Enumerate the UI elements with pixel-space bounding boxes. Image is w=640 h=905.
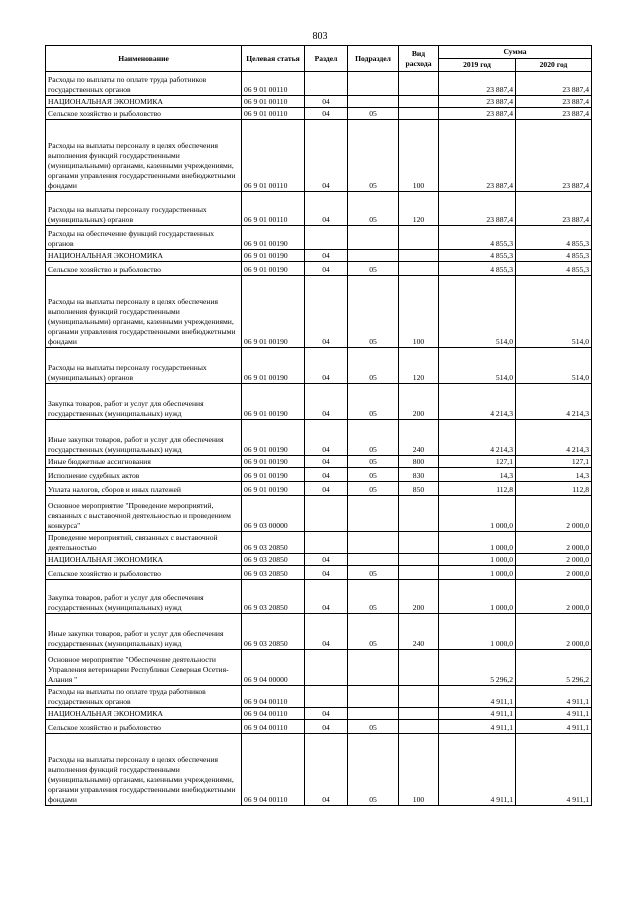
table-row (46, 420, 592, 456)
row-expense-type-cell (399, 686, 439, 708)
row-subsection-cell: 05 (348, 614, 399, 650)
row-section-cell (305, 496, 348, 532)
row-expense-type-cell: 830 (399, 468, 439, 482)
col-header-name: Наименование (46, 46, 242, 72)
row-expense-type-cell (399, 708, 439, 720)
row-target-code-cell: 06 9 03 00000 (242, 496, 305, 532)
row-name-cell: Иные бюджетные ассигнования (46, 456, 242, 468)
table-row (46, 686, 592, 708)
row-section-cell: 04 (305, 192, 348, 226)
row-expense-type-cell (399, 96, 439, 108)
row-sum-2019-cell: 23 887,4 (439, 72, 516, 96)
row-subsection-cell (348, 686, 399, 708)
row-expense-type-cell (399, 72, 439, 96)
row-target-code-cell: 06 9 03 20850 (242, 532, 305, 554)
row-sum-2019-cell: 4 214,3 (439, 384, 516, 420)
row-section-cell (305, 686, 348, 708)
row-subsection-cell (348, 226, 399, 250)
row-expense-type-cell: 800 (399, 456, 439, 468)
table-row (46, 496, 592, 532)
row-target-code-cell: 06 9 03 20850 (242, 580, 305, 614)
row-sum-2019-cell: 1 000,0 (439, 580, 516, 614)
row-sum-2019-cell: 4 911,1 (439, 734, 516, 806)
row-section-cell: 04 (305, 250, 348, 262)
row-target-code-cell: 06 9 01 00190 (242, 482, 305, 496)
row-sum-2020-cell: 2 000,0 (516, 614, 592, 650)
row-sum-2019-cell: 127,1 (439, 456, 516, 468)
row-sum-2020-cell: 4 214,3 (516, 384, 592, 420)
row-name-cell: Расходы на выплаты персоналу в целях обеспечения выполнения функций государственными (муниципальными) органами, казенными учреждениями, органами управления государственными внебюджетными фондами (46, 276, 242, 348)
row-expense-type-cell: 120 (399, 348, 439, 384)
row-target-code-cell: 06 9 01 00190 (242, 262, 305, 276)
budget-table (45, 45, 592, 806)
row-sum-2020-cell: 4 214,3 (516, 420, 592, 456)
row-subsection-cell (348, 650, 399, 686)
row-subsection-cell: 05 (348, 720, 399, 734)
row-subsection-cell: 05 (348, 192, 399, 226)
row-sum-2020-cell: 23 887,4 (516, 108, 592, 120)
row-section-cell (305, 226, 348, 250)
row-expense-type-cell: 240 (399, 614, 439, 650)
row-sum-2019-cell: 23 887,4 (439, 108, 516, 120)
row-sum-2019-cell: 4 855,3 (439, 226, 516, 250)
row-subsection-cell (348, 554, 399, 566)
row-section-cell: 04 (305, 108, 348, 120)
row-subsection-cell: 05 (348, 108, 399, 120)
row-expense-type-cell (399, 226, 439, 250)
col-header-expense-type: Вид расхода (399, 46, 439, 72)
row-sum-2020-cell: 4 911,1 (516, 734, 592, 806)
row-sum-2020-cell: 127,1 (516, 456, 592, 468)
row-name-cell: Сельское хозяйство и рыболовство (46, 566, 242, 580)
table-row (46, 120, 592, 192)
row-sum-2020-cell: 2 000,0 (516, 554, 592, 566)
col-header-subsection: Подраздел (348, 46, 399, 72)
row-subsection-cell (348, 708, 399, 720)
row-target-code-cell: 06 9 01 00110 (242, 72, 305, 96)
row-target-code-cell: 06 9 01 00110 (242, 192, 305, 226)
row-target-code-cell: 06 9 03 20850 (242, 554, 305, 566)
row-expense-type-cell (399, 532, 439, 554)
table-row (46, 482, 592, 496)
row-expense-type-cell: 240 (399, 420, 439, 456)
row-target-code-cell: 06 9 01 00190 (242, 250, 305, 262)
row-expense-type-cell (399, 250, 439, 262)
row-section-cell: 04 (305, 614, 348, 650)
table-row (46, 108, 592, 120)
col-header-target: Целевая статья (242, 46, 305, 72)
table-row (46, 708, 592, 720)
row-name-cell: Расходы на выплаты персоналу государственных (муниципальных) органов (46, 348, 242, 384)
row-name-cell: Расходы на обеспечение функций государственных органов (46, 226, 242, 250)
row-sum-2020-cell: 4 855,3 (516, 262, 592, 276)
row-name-cell: Сельское хозяйство и рыболовство (46, 720, 242, 734)
row-target-code-cell: 06 9 03 20850 (242, 566, 305, 580)
row-target-code-cell: 06 9 01 00110 (242, 96, 305, 108)
row-name-cell: Закупка товаров, работ и услуг для обеспечения государственных (муниципальных) нужд (46, 580, 242, 614)
row-name-cell: Исполнение судебных актов (46, 468, 242, 482)
page-number: 803 (312, 31, 328, 42)
row-section-cell: 04 (305, 348, 348, 384)
row-name-cell: Расходы на выплаты персоналу в целях обеспечения выполнения функций государственными (муниципальными) органами, казенными учреждениями, органами управления государственными внебюджетными фондами (46, 734, 242, 806)
row-subsection-cell: 05 (348, 276, 399, 348)
row-subsection-cell: 05 (348, 468, 399, 482)
row-sum-2019-cell: 1 000,0 (439, 554, 516, 566)
row-section-cell: 04 (305, 468, 348, 482)
row-sum-2019-cell: 4 911,1 (439, 720, 516, 734)
row-expense-type-cell (399, 650, 439, 686)
table-row (46, 384, 592, 420)
row-sum-2019-cell: 23 887,4 (439, 120, 516, 192)
table-row (46, 580, 592, 614)
col-header-2020: 2020 год (516, 59, 592, 72)
row-subsection-cell: 05 (348, 120, 399, 192)
row-sum-2020-cell: 112,8 (516, 482, 592, 496)
row-target-code-cell: 06 9 01 00110 (242, 108, 305, 120)
row-sum-2019-cell: 4 911,1 (439, 708, 516, 720)
row-expense-type-cell: 200 (399, 384, 439, 420)
row-sum-2019-cell: 4 214,3 (439, 420, 516, 456)
row-subsection-cell (348, 496, 399, 532)
table-row (46, 532, 592, 554)
row-sum-2020-cell: 23 887,4 (516, 96, 592, 108)
table-row (46, 468, 592, 482)
row-sum-2020-cell: 14,3 (516, 468, 592, 482)
row-subsection-cell: 05 (348, 566, 399, 580)
row-sum-2019-cell: 5 296,2 (439, 650, 516, 686)
table-row (46, 456, 592, 468)
row-expense-type-cell: 100 (399, 276, 439, 348)
row-sum-2019-cell: 1 000,0 (439, 614, 516, 650)
row-target-code-cell: 06 9 01 00190 (242, 384, 305, 420)
row-section-cell: 04 (305, 120, 348, 192)
row-name-cell: Расходы на выплаты по оплате труда работников государственных органов (46, 686, 242, 708)
row-sum-2020-cell: 4 855,3 (516, 226, 592, 250)
table-row (46, 276, 592, 348)
row-section-cell: 04 (305, 276, 348, 348)
row-section-cell: 04 (305, 708, 348, 720)
row-name-cell: НАЦИОНАЛЬНАЯ ЭКОНОМИКА (46, 96, 242, 108)
table-row (46, 614, 592, 650)
row-sum-2020-cell: 2 000,0 (516, 532, 592, 554)
row-subsection-cell: 05 (348, 456, 399, 468)
row-subsection-cell: 05 (348, 482, 399, 496)
row-target-code-cell: 06 9 01 00190 (242, 468, 305, 482)
row-sum-2019-cell: 14,3 (439, 468, 516, 482)
row-section-cell: 04 (305, 554, 348, 566)
row-sum-2019-cell: 4 855,3 (439, 250, 516, 262)
row-section-cell: 04 (305, 580, 348, 614)
row-target-code-cell: 06 9 01 00110 (242, 120, 305, 192)
row-expense-type-cell (399, 262, 439, 276)
row-section-cell (305, 72, 348, 96)
row-expense-type-cell: 100 (399, 120, 439, 192)
row-target-code-cell: 06 9 04 00000 (242, 650, 305, 686)
row-sum-2020-cell: 4 911,1 (516, 708, 592, 720)
table-row (46, 348, 592, 384)
row-subsection-cell: 05 (348, 420, 399, 456)
row-name-cell: Иные закупки товаров, работ и услуг для обеспечения государственных (муниципальных) нужд (46, 614, 242, 650)
row-target-code-cell: 06 9 04 00110 (242, 720, 305, 734)
row-section-cell: 04 (305, 420, 348, 456)
row-section-cell: 04 (305, 456, 348, 468)
row-name-cell: Уплата налогов, сборов и иных платежей (46, 482, 242, 496)
row-name-cell: НАЦИОНАЛЬНАЯ ЭКОНОМИКА (46, 554, 242, 566)
row-sum-2019-cell: 514,0 (439, 276, 516, 348)
row-sum-2019-cell: 1 000,0 (439, 532, 516, 554)
row-sum-2019-cell: 23 887,4 (439, 192, 516, 226)
table-row (46, 720, 592, 734)
row-section-cell: 04 (305, 720, 348, 734)
row-expense-type-cell: 120 (399, 192, 439, 226)
table-row (46, 192, 592, 226)
row-subsection-cell: 05 (348, 580, 399, 614)
table-row (46, 250, 592, 262)
row-name-cell: Расходы на выплаты персоналу государственных (муниципальных) органов (46, 192, 242, 226)
row-section-cell: 04 (305, 262, 348, 276)
row-name-cell: Расходы по выплаты по оплате труда работников государственных органов (46, 72, 242, 96)
col-header-sum: Сумма (439, 46, 592, 59)
row-subsection-cell: 05 (348, 384, 399, 420)
row-name-cell: Иные закупки товаров, работ и услуг для обеспечения государственных (муниципальных) нужд (46, 420, 242, 456)
row-sum-2020-cell: 514,0 (516, 276, 592, 348)
row-target-code-cell: 06 9 01 00190 (242, 276, 305, 348)
row-sum-2020-cell: 4 911,1 (516, 686, 592, 708)
row-subsection-cell (348, 250, 399, 262)
row-sum-2020-cell: 23 887,4 (516, 72, 592, 96)
row-name-cell: Основное мероприятие "Проведение мероприятий, связанных с выставочной деятельностью и проведением конкурса" (46, 496, 242, 532)
row-subsection-cell: 05 (348, 734, 399, 806)
row-sum-2020-cell: 5 296,2 (516, 650, 592, 686)
row-name-cell: Сельское хозяйство и рыболовство (46, 262, 242, 276)
table-row (46, 734, 592, 806)
row-name-cell: НАЦИОНАЛЬНАЯ ЭКОНОМИКА (46, 708, 242, 720)
table-row (46, 226, 592, 250)
row-sum-2020-cell: 4 911,1 (516, 720, 592, 734)
row-sum-2019-cell: 23 887,4 (439, 96, 516, 108)
row-name-cell: Закупка товаров, работ и услуг для обеспечения государственных (муниципальных) нужд (46, 384, 242, 420)
row-section-cell: 04 (305, 96, 348, 108)
row-subsection-cell (348, 532, 399, 554)
row-sum-2019-cell: 1 000,0 (439, 496, 516, 532)
table-row (46, 650, 592, 686)
row-target-code-cell: 06 9 04 00110 (242, 708, 305, 720)
row-target-code-cell: 06 9 01 00190 (242, 226, 305, 250)
row-sum-2020-cell: 2 000,0 (516, 496, 592, 532)
row-target-code-cell: 06 9 01 00190 (242, 420, 305, 456)
row-section-cell (305, 650, 348, 686)
row-target-code-cell: 06 9 01 00190 (242, 456, 305, 468)
row-subsection-cell: 05 (348, 262, 399, 276)
table-row (46, 262, 592, 276)
row-expense-type-cell (399, 720, 439, 734)
row-name-cell: Сельское хозяйство и рыболовство (46, 108, 242, 120)
row-expense-type-cell (399, 108, 439, 120)
row-target-code-cell: 06 9 03 20850 (242, 614, 305, 650)
row-subsection-cell: 05 (348, 348, 399, 384)
table-row (46, 554, 592, 566)
table-row (46, 566, 592, 580)
row-subsection-cell (348, 72, 399, 96)
row-sum-2019-cell: 514,0 (439, 348, 516, 384)
row-name-cell: Проведение мероприятий, связанных с выставочной деятельностью (46, 532, 242, 554)
row-sum-2019-cell: 4 911,1 (439, 686, 516, 708)
row-name-cell: Основное мероприятие "Обеспечение деятельности Управления ветеринарии Республики Северная Осетия-Алания " (46, 650, 242, 686)
row-name-cell: НАЦИОНАЛЬНАЯ ЭКОНОМИКА (46, 250, 242, 262)
row-section-cell: 04 (305, 566, 348, 580)
row-sum-2020-cell: 23 887,4 (516, 120, 592, 192)
row-target-code-cell: 06 9 04 00110 (242, 686, 305, 708)
row-expense-type-cell (399, 566, 439, 580)
row-section-cell: 04 (305, 482, 348, 496)
row-expense-type-cell: 100 (399, 734, 439, 806)
row-sum-2020-cell: 2 000,0 (516, 566, 592, 580)
table-row (46, 96, 592, 108)
row-sum-2019-cell: 1 000,0 (439, 566, 516, 580)
table-body (46, 72, 592, 806)
col-header-2019: 2019 год (439, 59, 516, 72)
row-sum-2020-cell: 23 887,4 (516, 192, 592, 226)
row-subsection-cell (348, 96, 399, 108)
row-sum-2020-cell: 4 855,3 (516, 250, 592, 262)
row-target-code-cell: 06 9 04 00110 (242, 734, 305, 806)
row-section-cell: 04 (305, 734, 348, 806)
row-target-code-cell: 06 9 01 00190 (242, 348, 305, 384)
row-section-cell (305, 532, 348, 554)
row-section-cell: 04 (305, 384, 348, 420)
table-row (46, 72, 592, 96)
row-sum-2020-cell: 514,0 (516, 348, 592, 384)
row-expense-type-cell: 850 (399, 482, 439, 496)
row-sum-2019-cell: 112,8 (439, 482, 516, 496)
row-sum-2020-cell: 2 000,0 (516, 580, 592, 614)
row-expense-type-cell (399, 496, 439, 532)
row-name-cell: Расходы на выплаты персоналу в целях обеспечения выполнения функций государственными (муниципальными) органами, казенными учреждениями, органами управления государственными внебюджетными фондами (46, 120, 242, 192)
row-expense-type-cell (399, 554, 439, 566)
row-expense-type-cell: 200 (399, 580, 439, 614)
row-sum-2019-cell: 4 855,3 (439, 262, 516, 276)
col-header-section: Раздел (305, 46, 348, 72)
